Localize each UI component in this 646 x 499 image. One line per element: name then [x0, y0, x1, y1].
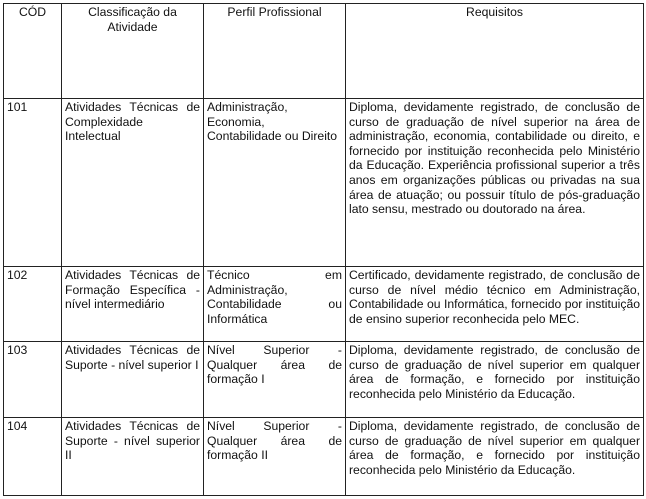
cell-requisitos: Diploma, devidamente registrado, de conclusão de curso de graduação de nível superior em qualquer área de formação, e fornecido por instituição reconhecida pelo Ministério da Educação.	[346, 418, 644, 496]
header-cod: CÓD	[4, 4, 62, 99]
cell-cod: 101	[4, 99, 62, 267]
cell-perfil: Nível Superior - Qualquer área de formação II	[204, 418, 346, 496]
header-requisitos: Requisitos	[346, 4, 644, 99]
cell-requisitos: Diploma, devidamente registrado, de conclusão de curso de graduação de nível superior na área de administração, economia, contabilidade ou direito, e fornecido por instituição reconhecida pelo Ministério da Educação. Experiência profissional superior a três anos em organizações públicas ou privadas na sua área de atuação; ou possuir título de pós-graduação lato sensu, mestrado ou doutorado na área.	[346, 99, 644, 267]
table-header-row	[4, 4, 644, 99]
header-classificacao: Classificação da Atividade	[62, 4, 204, 99]
table-row	[4, 267, 644, 342]
cell-perfil: Técnico em Administração, Contabilidade ou Informática	[204, 267, 346, 342]
cell-cod: 102	[4, 267, 62, 342]
requirements-table	[3, 3, 644, 496]
cell-classificacao: Atividades Técnicas de Suporte - nível superior II	[62, 418, 204, 496]
cell-classificacao: Atividades Técnicas de Complexidade Intelectual	[62, 99, 204, 267]
cell-perfil: Nível Superior - Qualquer área de formação I	[204, 342, 346, 418]
table-row	[4, 99, 644, 267]
table-row	[4, 418, 644, 496]
cell-cod: 104	[4, 418, 62, 496]
cell-classificacao: Atividades Técnicas de Formação Específica - nível intermediário	[62, 267, 204, 342]
cell-classificacao: Atividades Técnicas de Suporte - nível superior I	[62, 342, 204, 418]
cell-requisitos: Certificado, devidamente registrado, de conclusão de curso de nível médio técnico em Administração, Contabilidade ou Informática, fornecido por instituição de ensino superior reconhecida pelo MEC.	[346, 267, 644, 342]
cell-requisitos: Diploma, devidamente registrado, de conclusão de curso de graduação de nível superior em qualquer área de formação, e fornecido por instituição reconhecida pelo Ministério da Educação.	[346, 342, 644, 418]
header-perfil: Perfil Profissional	[204, 4, 346, 99]
cell-cod: 103	[4, 342, 62, 418]
table-row	[4, 342, 644, 418]
cell-perfil: Administração, Economia, Contabilidade ou Direito	[204, 99, 346, 267]
